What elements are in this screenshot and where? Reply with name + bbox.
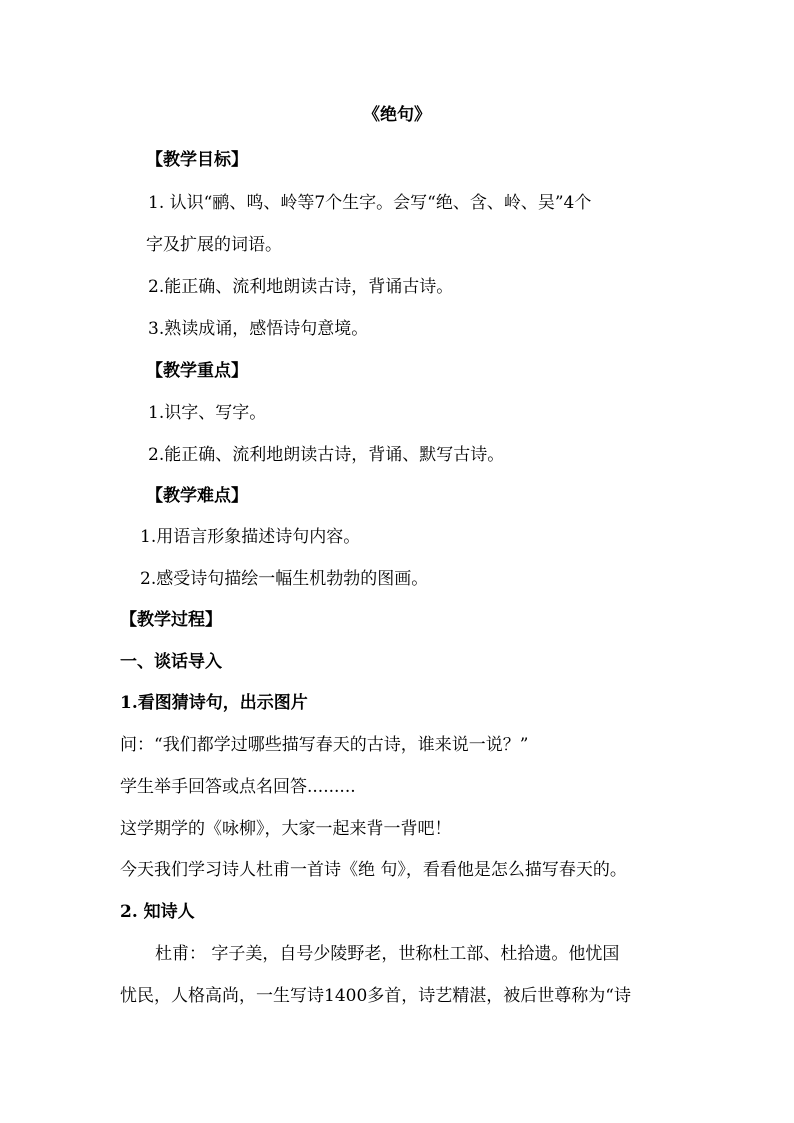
- process-line-2: 学生举手回答或点名回答.........: [120, 777, 356, 797]
- key-point-item-1: 1.识字、写字。: [148, 403, 267, 423]
- poet-line-1: 杜甫： 字子美，自号少陵野老，世称杜工部、杜拾遗。他忧国: [155, 944, 620, 964]
- poet-line-2: 忧民，人格高尚，一生写诗1400多首，诗艺精湛，被后世尊称为“诗: [120, 986, 631, 1006]
- objective-item-2: 2.能正确、流利地朗读古诗，背诵古诗。: [148, 277, 454, 297]
- key-point-item-2: 2.能正确、流利地朗读古诗，背诵、默写古诗。: [148, 445, 505, 465]
- objective-item-3: 3.熟读成诵，感悟诗句意境。: [148, 319, 369, 339]
- difficulty-item-2: 2.感受诗句描绘一幅生机勃勃的图画。: [140, 569, 429, 589]
- step-heading-2: 2. 知诗人: [120, 902, 195, 922]
- difficulty-item-1: 1.用语言形象描述诗句内容。: [140, 527, 361, 547]
- process-line-3: 这学期学的《咏柳》，大家一起来背一背吧！: [120, 819, 452, 839]
- objectives-heading: 【教学目标】: [146, 150, 248, 170]
- process-line-1: 问：“我们都学过哪些描写春天的古诗，谁来说一说？”: [120, 735, 529, 755]
- objective-item-1: 1. 认识“鹂、鸣、岭等7个生字。会写“绝、含、岭、吴”4个: [148, 193, 592, 213]
- section-heading-1: 一、谈话导入: [120, 652, 222, 672]
- difficulties-heading: 【教学难点】: [146, 486, 248, 506]
- process-line-4: 今天我们学习诗人杜甫一首诗《绝 句》，看看他是怎么描写春天的。: [120, 860, 627, 880]
- process-heading: 【教学过程】: [120, 610, 222, 630]
- key-points-heading: 【教学重点】: [146, 361, 248, 381]
- objective-item-1-cont: 字及扩展的词语。: [146, 235, 282, 255]
- document-title: 《绝句》: [363, 105, 431, 125]
- step-heading-1: 1.看图猜诗句，出示图片: [120, 693, 308, 713]
